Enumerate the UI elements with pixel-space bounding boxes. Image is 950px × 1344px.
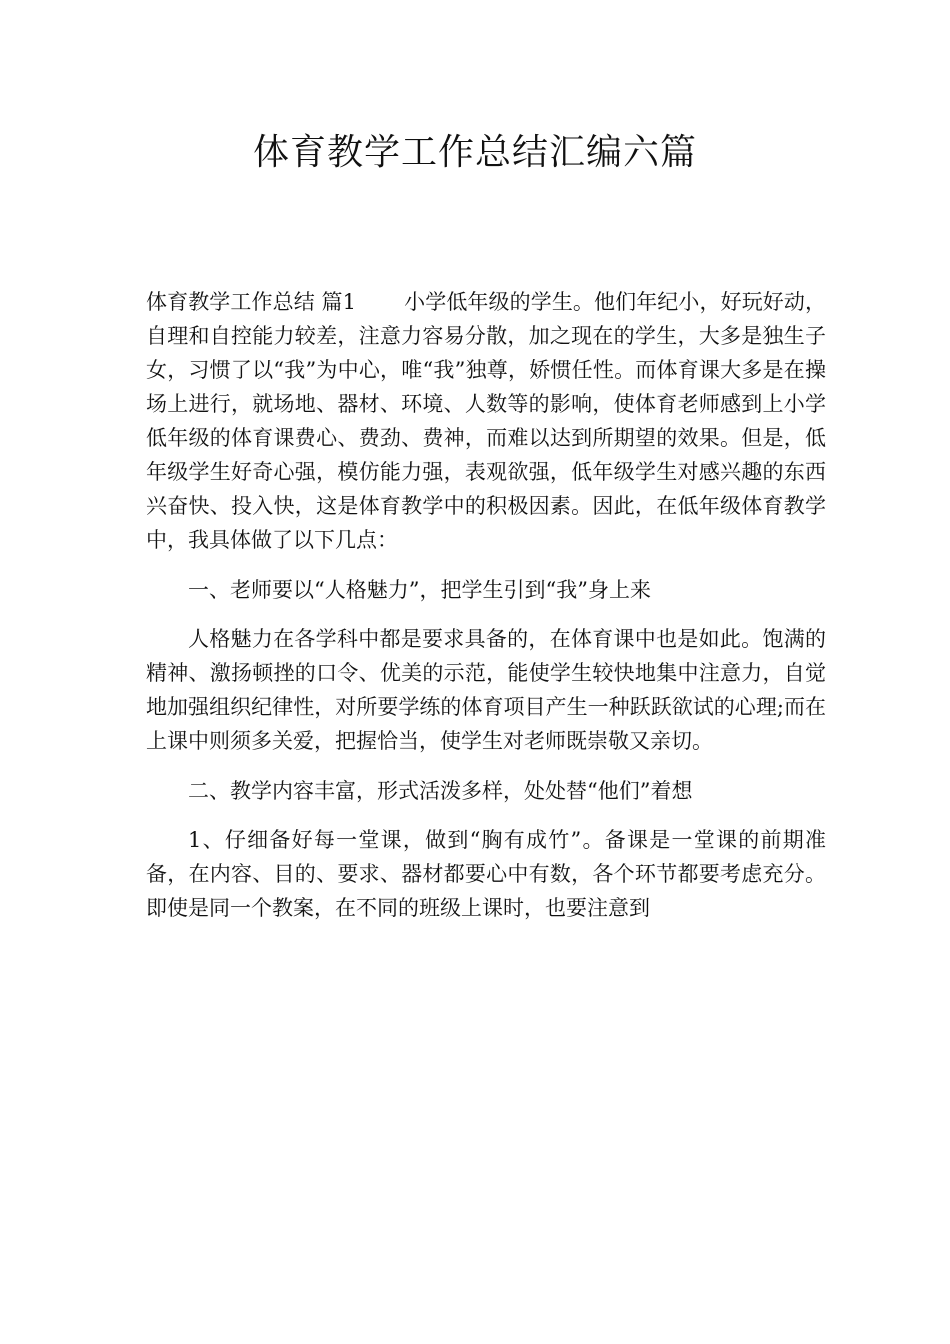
section-label: 体育教学工作总结 篇1 (146, 290, 357, 314)
paragraph-intro (146, 285, 826, 557)
document-body (146, 285, 826, 941)
heading-one: 一、老师要以“人格魅力”，把学生引到“我”身上来 (188, 577, 651, 602)
paragraph-intro-text: 小学低年级的学生。他们年纪小，好玩好动，自理和自控能力较差，注意力容易分散，加之现在的学生，大多是独生子女，习惯了以“我”为中心，唯“我”独尊，娇惯任性。而体育课大多是在操场上进行，就场地、器材、环境、人数等的影响，使体育老师感到上小学低年级的体育课费心、费劲、费神，而难以达到所期望的效果。但是，低年级学生好奇心强，模仿能力强，表观欲强，低年级学生对感兴趣的东西兴奋快、投入快，这是体育教学中的积极因素。因此，在低年级体育教学中，我具体做了以下几点： (146, 290, 826, 552)
paragraph-preparation: 1、仔细备好每一堂课，做到“胸有成竹”。备课是一堂课的前期准备，在内容、目的、要求、器材都要心中有数，各个环节都要考虑充分。即使是同一个教案，在不同的班级上课时，也要注意到 (146, 828, 826, 920)
document-title: 体育教学工作总结汇编六篇 (252, 132, 697, 173)
heading-two: 二、教学内容丰富，形式活泼多样，处处替“他们”着想 (188, 778, 693, 803)
paragraph-personality: 人格魅力在各学科中都是要求具备的，在体育课中也是如此。饱满的精神、激扬顿挫的口令、优美的示范，能使学生较快地集中注意力，自觉地加强组织纪律性，对所要学练的体育项目产生一种跃跃欲试的心理;而在上课中则须多关爱，把握恰当，使学生对老师既崇敬又亲切。 (146, 627, 826, 753)
